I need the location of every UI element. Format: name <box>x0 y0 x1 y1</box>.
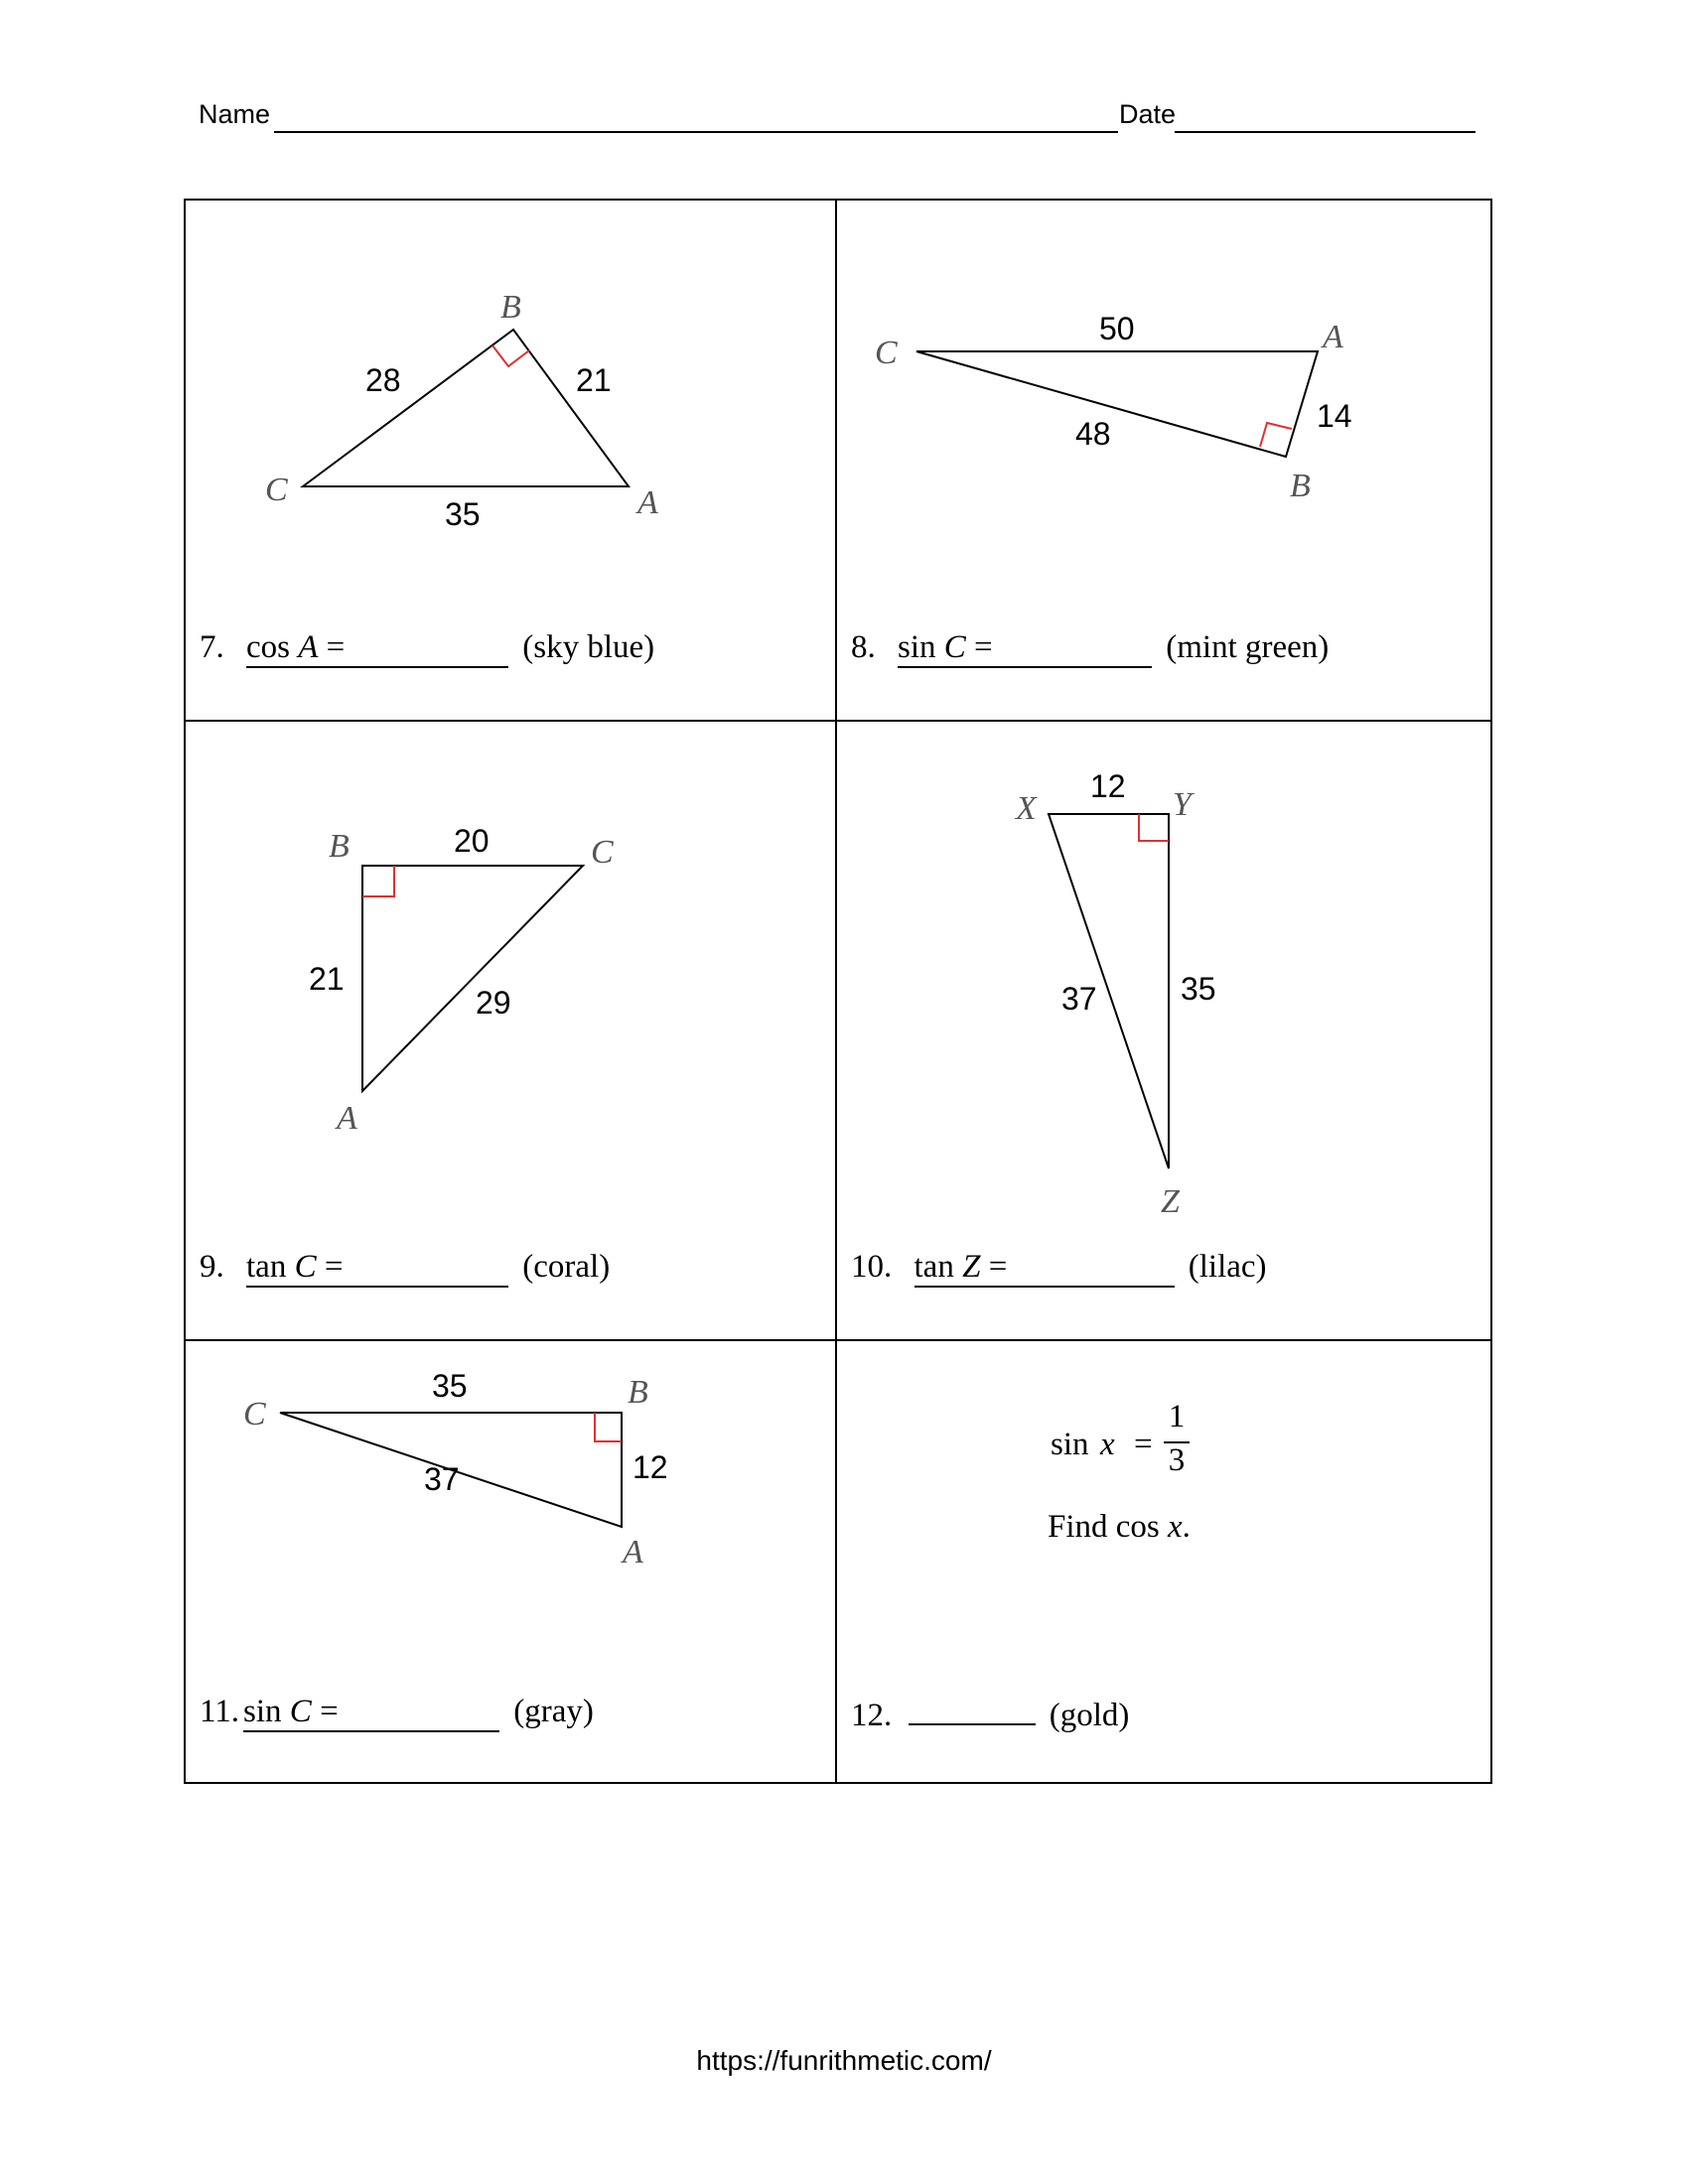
problem-11-cell <box>186 1341 835 1784</box>
right-angle-marker <box>1260 423 1292 447</box>
problem-8-question <box>851 629 1329 668</box>
side-length-label: 35 <box>432 1368 468 1404</box>
problem-number: 8. <box>851 629 876 665</box>
side-length-label: 12 <box>633 1449 668 1485</box>
date-field[interactable] <box>1175 131 1476 133</box>
angle-variable: C <box>943 629 966 665</box>
find-period: . <box>1182 1509 1191 1545</box>
problem-grid <box>184 199 1492 1784</box>
problem-12-question <box>851 1694 1129 1734</box>
problem-10-answer-field[interactable] <box>914 1249 1175 1288</box>
side-length-label: 37 <box>424 1461 460 1497</box>
angle-variable: A <box>298 629 319 665</box>
angle-variable: C <box>294 1249 317 1285</box>
problem-8-answer-field[interactable] <box>898 629 1152 668</box>
vertex-label: A <box>637 484 658 521</box>
color-hint: (mint green) <box>1166 629 1330 665</box>
given-function: sin <box>1051 1427 1089 1462</box>
side-length-label: 50 <box>1099 311 1135 346</box>
side-length-label: 21 <box>309 961 345 997</box>
problem-10-question <box>851 1249 1267 1288</box>
vertex-label: Z <box>1161 1183 1180 1220</box>
problem-7-cell <box>186 201 835 720</box>
color-hint: (sky blue) <box>522 629 655 665</box>
trig-function: tan <box>914 1249 954 1285</box>
name-label: Name <box>199 99 271 129</box>
trig-function: sin <box>898 629 936 665</box>
color-hint: (gold) <box>1049 1698 1130 1733</box>
right-angle-marker <box>1139 814 1169 841</box>
side-length-label: 35 <box>445 496 481 532</box>
problem-7-answer-field[interactable] <box>246 629 508 668</box>
problem-9-question <box>200 1249 610 1288</box>
problem-number: 7. <box>200 629 224 665</box>
vertex-label: A <box>623 1534 643 1570</box>
triangle-outline <box>916 351 1318 457</box>
equals-sign: = <box>324 1249 344 1285</box>
angle-variable: C <box>289 1694 312 1729</box>
given-equals: = <box>1134 1427 1153 1462</box>
right-angle-marker <box>492 345 529 366</box>
fraction-numerator: 1 <box>1168 1399 1186 1434</box>
vertex-label: C <box>875 335 898 371</box>
problem-number: 9. <box>200 1249 224 1285</box>
vertex-label: B <box>628 1374 648 1411</box>
color-hint: (coral) <box>522 1249 611 1285</box>
fraction-denominator: 3 <box>1168 1442 1186 1478</box>
problem-11-answer-field[interactable] <box>243 1694 499 1732</box>
problem-8-cell <box>837 201 1494 720</box>
name-field[interactable] <box>274 131 1118 133</box>
trig-function: cos <box>246 629 290 665</box>
date-label: Date <box>1119 99 1177 129</box>
footer-url: https://funrithmetic.com/ <box>696 2045 992 2076</box>
problem-number: 12. <box>851 1698 893 1733</box>
trig-function: sin <box>243 1694 282 1729</box>
find-text: Find cos <box>1048 1509 1160 1545</box>
vertex-label: C <box>591 834 614 871</box>
vertex-label: Y <box>1173 786 1192 823</box>
problem-9-cell <box>186 722 835 1339</box>
given-variable: x <box>1100 1427 1115 1462</box>
problem-11-question <box>200 1694 594 1732</box>
vertex-label: B <box>500 289 521 326</box>
equals-sign: = <box>974 629 993 665</box>
side-length-label: 28 <box>365 362 401 398</box>
side-length-label: 29 <box>476 985 511 1021</box>
problem-12-answer-field[interactable] <box>909 1694 1036 1725</box>
problem-10-triangle <box>837 722 1494 1339</box>
equals-sign: = <box>320 1694 339 1729</box>
side-length-label: 35 <box>1181 971 1216 1007</box>
trig-function: tan <box>246 1249 287 1285</box>
color-hint: (lilac) <box>1188 1249 1267 1285</box>
side-length-label: 48 <box>1075 416 1111 452</box>
triangle-outline <box>303 330 629 486</box>
problem-number: 11. <box>200 1694 240 1729</box>
vertex-label: X <box>1016 790 1037 827</box>
problem-9-answer-field[interactable] <box>246 1249 508 1288</box>
side-length-label: 21 <box>576 362 612 398</box>
vertex-label: C <box>243 1396 266 1433</box>
vertex-label: C <box>265 472 288 508</box>
side-length-label: 37 <box>1061 981 1097 1017</box>
given-equation <box>1051 1399 1249 1498</box>
problem-7-question <box>200 629 654 668</box>
right-angle-marker <box>595 1413 622 1441</box>
vertex-label: A <box>337 1100 357 1137</box>
angle-variable: Z <box>962 1249 981 1285</box>
problem-10-cell <box>837 722 1494 1339</box>
vertex-label: B <box>1290 468 1311 504</box>
problem-number: 10. <box>851 1249 893 1285</box>
find-instruction <box>1048 1509 1191 1546</box>
side-length-label: 12 <box>1090 768 1126 804</box>
color-hint: (gray) <box>513 1694 594 1729</box>
worksheet-header <box>199 99 1489 139</box>
triangle-outline <box>362 866 583 1091</box>
vertex-label: B <box>329 828 350 865</box>
equals-sign: = <box>326 629 346 665</box>
right-angle-marker <box>362 866 394 896</box>
problem-9-triangle <box>186 722 835 1339</box>
side-length-label: 14 <box>1317 398 1352 434</box>
vertex-label: A <box>1323 319 1343 355</box>
find-variable: x <box>1168 1509 1183 1545</box>
side-length-label: 20 <box>454 823 490 859</box>
equals-sign: = <box>988 1249 1008 1285</box>
problem-12-cell <box>837 1341 1494 1784</box>
